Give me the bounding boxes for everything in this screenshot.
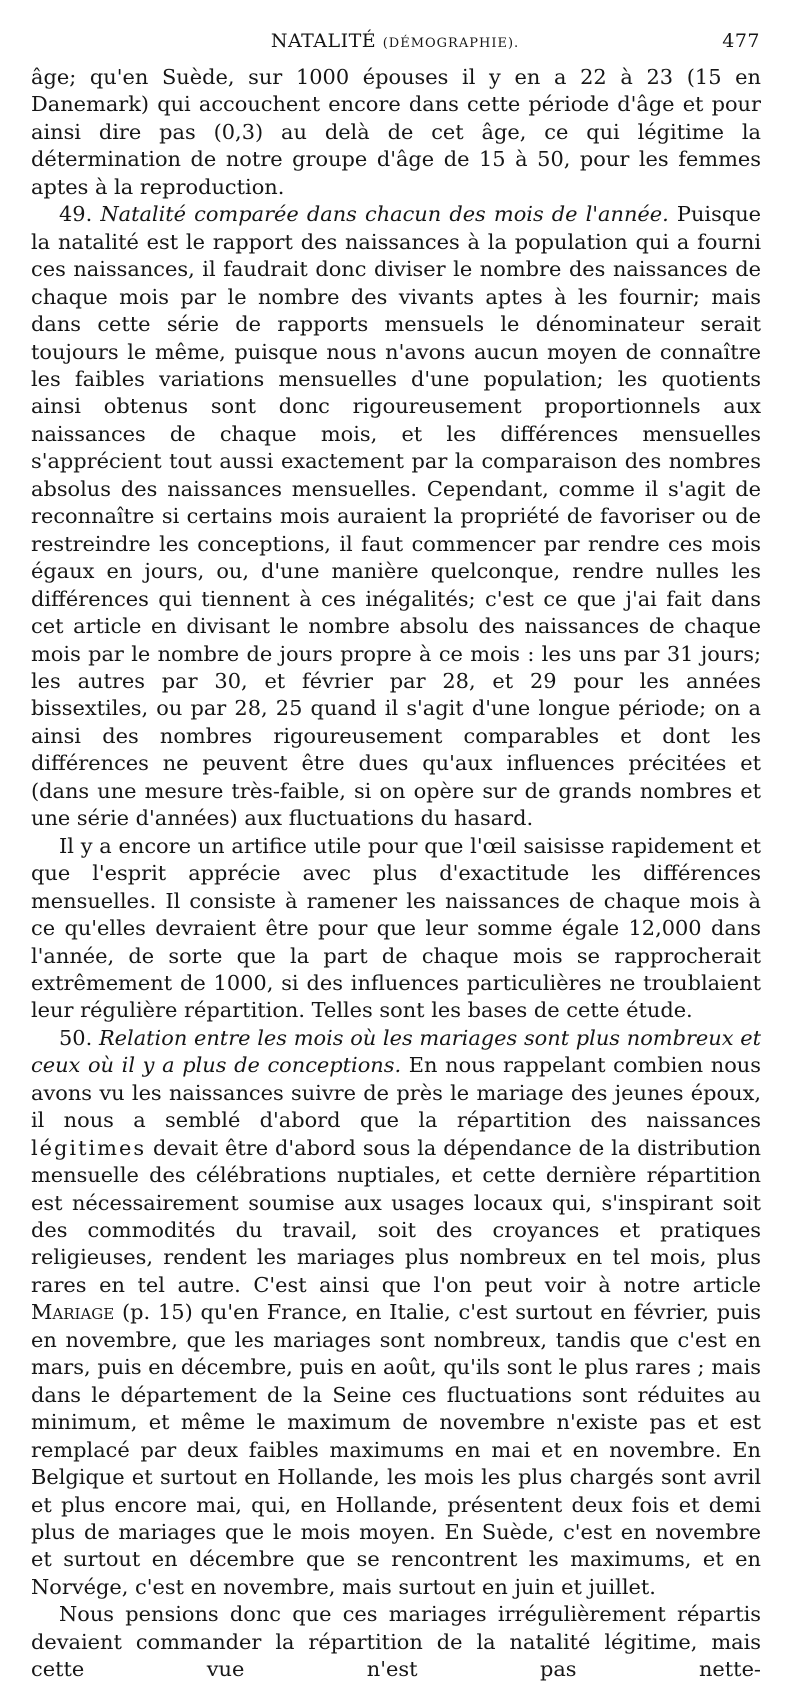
section-number: 50. bbox=[59, 1025, 93, 1050]
paragraph-text: (p. 15) qu'en France, en Italie, c'est surtout en février, puis en novembre, que les mariages sont nombreux, tandis que c'est en mars, puis en décembre, puis en août, qu'ils sont le plus rares ; mais dans le département de la Seine ces fluctuations sont réduites au minimum, et même le maximum de novembre n'existe pas et est remplacé par deux faibles maximums en mai et en novembre. En Belgique et surtout en Hollande, les mois les plus chargés sont avril et plus encore mai, qui, en Hollande, présentent deux fois et demi plus de mariages que le mois moyen. En Suède, c'est en novembre et surtout en décembre que se rencontrent les maximums, et en Norvége, c'est en novembre, mais surtout en juin et juillet. bbox=[31, 1300, 762, 1599]
section-heading: Relation entre les mois où les mariages sont plus nombreux et ceux où il y a plus de conceptions. bbox=[31, 1025, 761, 1078]
section-49 bbox=[31, 201, 761, 832]
paragraph-text: En nous rappelant combien nous avons vu les naissances suivre de près le mariage des jeunes époux, il nous a semblé d'abord que la répartition des naissances bbox=[31, 1053, 761, 1133]
body-text bbox=[31, 64, 761, 1684]
header-title: NATALITÉ bbox=[270, 30, 377, 52]
spaced-emphasis: légitimes bbox=[31, 1135, 147, 1160]
running-head bbox=[30, 30, 760, 60]
article-reference: Mariage bbox=[31, 1300, 115, 1325]
paragraph-continuation bbox=[31, 64, 761, 201]
paragraph bbox=[31, 833, 761, 1025]
section-50 bbox=[31, 1025, 761, 1602]
paragraph-text: devait être d'abord sous la dépendance de la distribution mensuelle des célébrations nuptiales, et cette dernière répartition est nécessairement soumise aux usages locaux qui, s'inspirant soit des commodités du travail, soit des croyances et pratiques religieuses, rendent les mariages plus nombreux en tel mois, plus rares en tel autre. C'est ainsi que l'on peut voir à notre article bbox=[31, 1135, 761, 1297]
paragraph-text: Puisque la natalité est le rapport des naissances à la population qui a fourni ces naissances, il faudrait donc diviser le nombre des naissances de chaque mois par le nombre des vivants aptes à les fournir; mais dans cette série de rapports mensuels le dénominateur serait toujours le même, puisque nous n'avons aucun moyen de connaître les faibles variations mensuelles d'une population; les quotients ainsi obtenus sont donc rigoureusement proportionnels aux naissances de chaque mois, et les différences mensuelles s'apprécient tout aussi exactement par la comparaison des nombres absolus des naissances mensuelles. Cependant, comme il s'agit de reconnaître si certains mois auraient la propriété de favoriser ou de restreindre les conceptions, il faut commencer par rendre ces mois égaux en jours, ou, d'une manière quelconque, rendre nulles les différences qui tiennent à ces inégalités; c'est ce que j'ai fait dans cet article en divisant le nombre absolu des naissances de chaque mois par le nombre de jours propre à ce mois : les uns par 31 jours; les autres par 30, et février par 28, et 29 pour les années bissextiles, ou par 28, 25 quand il s'agit d'une longue période; on a ainsi des nombres rigoureusement comparables et dont les différences ne peuvent être dues qu'aux influences précitées et (dans une mesure très-faible, si on opère sur de grands nombres et une série d'années) aux fluctuations du hasard. bbox=[31, 202, 762, 831]
paragraph-text: Nous pensions donc que ces mariages irrégulièrement répartis devaient commander la répartition de la natalité légitime, mais cette vue n'est pas nette- bbox=[31, 1602, 761, 1682]
section-number: 49. bbox=[59, 202, 93, 227]
section-heading: Natalité comparée dans chacun des mois de l'année. bbox=[100, 202, 669, 227]
page-number: 477 bbox=[722, 30, 760, 52]
header-subtitle: (DÉMOGRAPHIE). bbox=[382, 36, 520, 51]
running-title bbox=[30, 30, 760, 52]
paragraph-text: Il y a encore un artifice utile pour que l'œil saisisse rapidement et que l'esprit apprécie avec plus d'exactitude les différences mensuelles. Il consiste à ramener les naissances de chaque mois à ce qu'elles devraient être pour que leur somme égale 12,000 dans l'année, de sorte que la part de chaque mois se rapprocherait extrêmement de 1000, si des influences particulières ne troublaient leur régulière répartition. Telles sont les bases de cette étude. bbox=[31, 833, 761, 1023]
paragraph-text: âge; qu'en Suède, sur 1000 épouses il y en a 22 à 23 (15 en Danemark) qui accouchent encore dans cette période d'âge et pour ainsi dire pas (0,3) au delà de cet âge, ce qui légitime la détermination de notre groupe d'âge de 15 à 50, pour les femmes aptes à la reproduction. bbox=[31, 65, 761, 199]
paragraph bbox=[31, 1601, 761, 1683]
